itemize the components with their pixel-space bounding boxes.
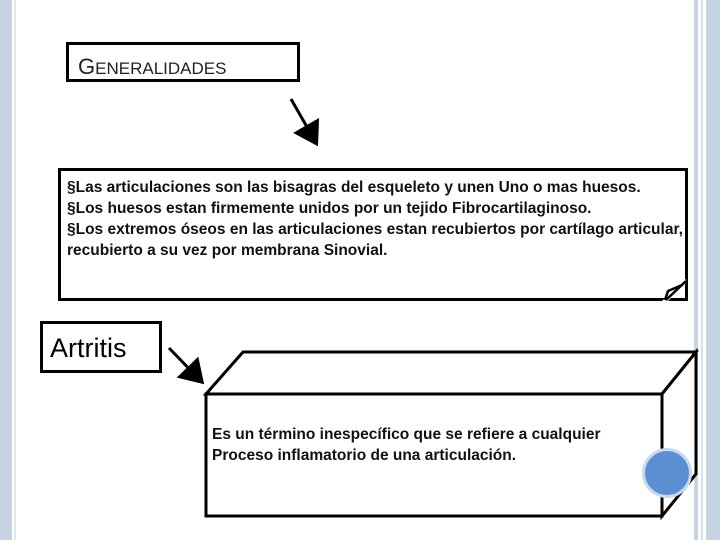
bullet-item: §Los huesos estan firmemente unidos por un tejido Fibrocartilaginoso. [67, 200, 592, 217]
arrow-term-to-definition [169, 348, 200, 380]
circle-shape [642, 448, 692, 498]
title-text: ENERALIDADES [95, 59, 227, 78]
bullet-item: §Los extremos óseos en las articulaciones estan recubiertos por cartílago articular, [67, 221, 683, 238]
definition-text: Es un término inespecífico que se refiere a cualquier Proceso inflamatorio de una articulación. [212, 426, 601, 464]
title-initial: G [78, 54, 96, 79]
arrow-title-to-text [291, 99, 315, 141]
bullet-item: §Las articulaciones son las bisagras del esqueleto y unen Uno o mas huesos. [67, 179, 641, 196]
bullet-continuation: recubierto a su vez por membrana Sinovial. [67, 242, 388, 259]
term-label: Artritis [50, 333, 127, 363]
